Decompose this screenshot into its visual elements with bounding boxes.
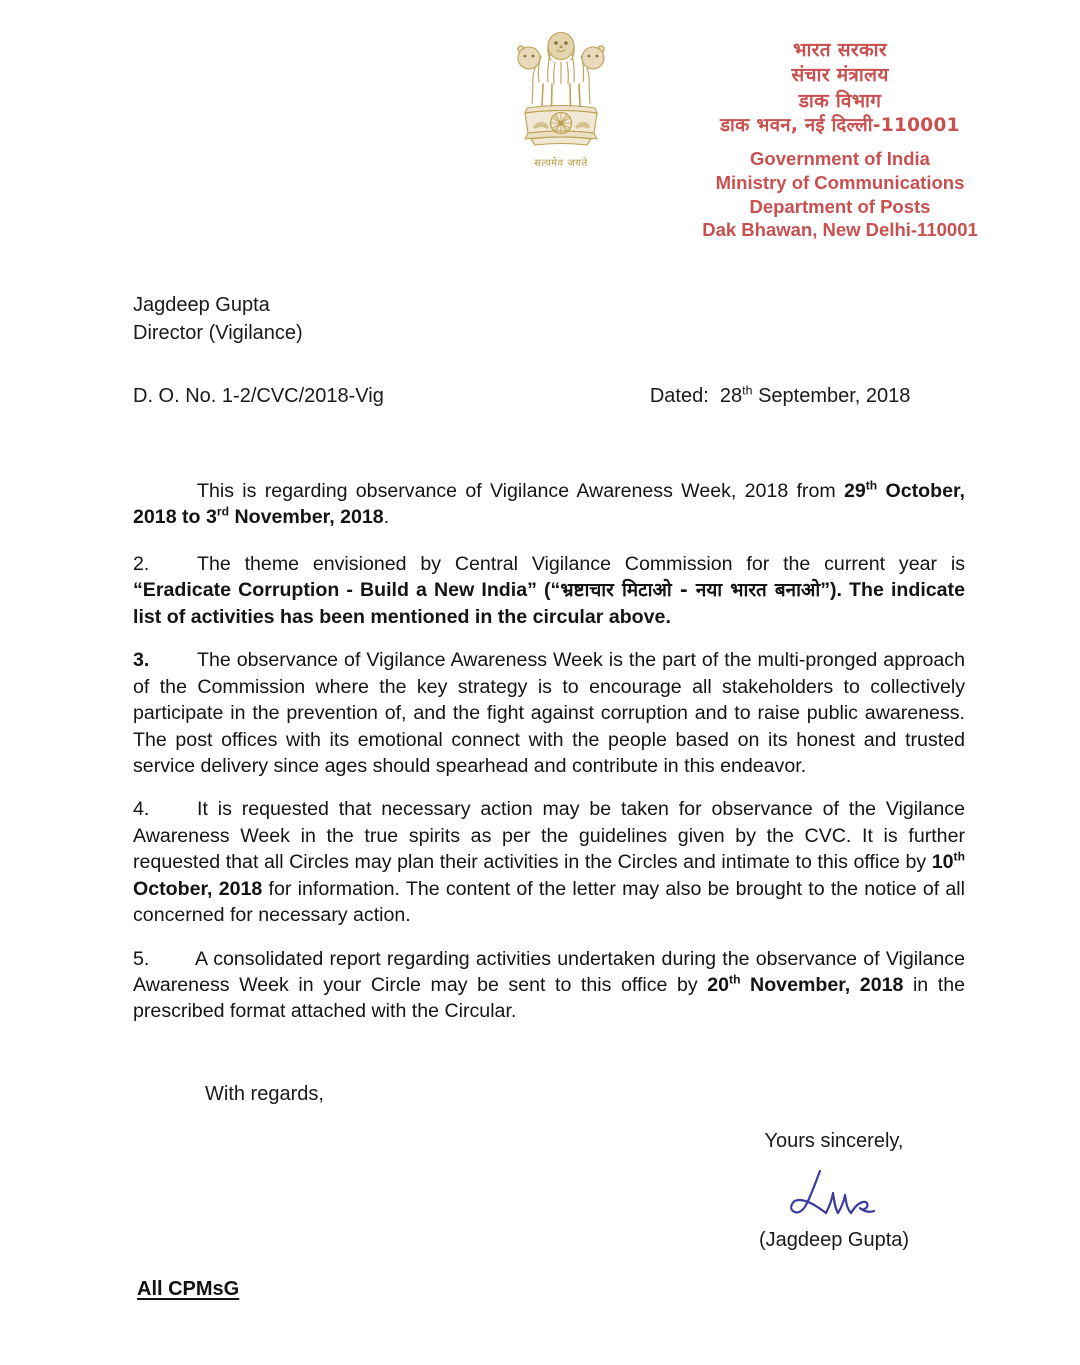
emblem-motto: सत्यमेव जयते — [534, 158, 588, 169]
signed-name: (Jagdeep Gupta) — [758, 1229, 910, 1251]
p4-bold-rest: October, 2018 — [133, 877, 263, 900]
p1-bold-day1: 29 — [843, 480, 866, 502]
organisation-block — [660, 38, 1020, 242]
p2-text: The theme envisioned by Central Vigilance Commission for the current year is — [197, 552, 965, 575]
org-hindi-line1: भारत सरकार — [793, 39, 887, 61]
with-regards: With regards, — [205, 1083, 324, 1105]
p3-text: The observance of Vigilance Awareness Week is the part of the multi-pronged approach of the Commission where the key strategy is to encourage all stakeholders to collectively participate in the prevention of, and the fight against corruption and to raise public awareness. The post offices with its emotional connect with the people based on its honest and trusted service delivery since ages should spearhead and contribute in this endeavor. — [133, 649, 965, 777]
p5-text-1: A consolidated report regarding activities undertaken during the observance of Vigilance Awareness Week in your Circle may be sent to this office by — [133, 947, 965, 996]
state-emblem-of-india-icon — [503, 26, 619, 158]
reference-line — [133, 385, 968, 408]
signature-icon — [774, 1167, 894, 1229]
emblem-block — [486, 26, 636, 169]
org-hindi-line3: डाक विभाग — [798, 89, 882, 112]
org-english-line4: Dak Bhawan, New Delhi-110001 — [702, 219, 978, 241]
do-number: D. O. No. 1-2/CVC/2018-Vig — [133, 385, 384, 407]
p1-ord1: th — [865, 478, 878, 493]
paragraph-3 — [133, 647, 965, 779]
date-block — [650, 385, 911, 408]
p5-number: 5. — [133, 947, 150, 970]
p2-tail: The indicate list of activities has been mentioned in the circular above. — [133, 579, 965, 628]
p4-ordinal: th — [953, 849, 965, 864]
p2-theme-open: “Eradicate Corruption - Build a New India” (“ — [133, 579, 561, 602]
p1-ord2: rd — [216, 504, 230, 519]
p5-ordinal: th — [729, 972, 741, 987]
p4-bold-day: 10 — [931, 851, 954, 874]
p5-bold-day: 20 — [707, 974, 730, 996]
date-day: 28 — [719, 385, 743, 407]
p1-bold-end: November, 2018 — [229, 506, 384, 529]
paragraph-4 — [133, 796, 965, 928]
date-label: Dated: — [649, 385, 709, 407]
sender-designation: Director (Vigilance) — [133, 322, 303, 345]
p2-theme-close: ”). — [820, 579, 842, 602]
org-hindi-line4: डाक भवन, नई दिल्ली-110001 — [720, 114, 960, 136]
p1-tail: . — [383, 506, 390, 529]
p5-bold-rest: November, 2018 — [740, 974, 904, 996]
date-ordinal: th — [742, 383, 753, 398]
letter-body — [133, 478, 965, 1042]
paragraph-1 — [133, 478, 965, 531]
paragraph-2 — [133, 551, 965, 630]
p5-text-2: in the prescribed format attached with the Circular. — [133, 974, 965, 1023]
org-hindi-line2: संचार मंत्रालय — [791, 64, 889, 87]
letterhead — [0, 26, 1080, 256]
org-english-line1: Government of India — [750, 148, 930, 170]
p2-number: 2. — [133, 552, 150, 575]
signoff-block — [700, 1130, 968, 1252]
yours-sincerely: Yours sincerely, — [764, 1130, 904, 1152]
p4-number: 4. — [133, 798, 150, 821]
p1-text: This is regarding observance of Vigilance Awareness Week, 2018 from — [197, 480, 844, 502]
p4-text-1: It is requested that necessary action may be taken for observance of the Vigilance Awareness Week in the true spirits as per the guidelines given by the CVC. It is further requested that all Circles may plan their activities in the Circles and intimate to this office by — [133, 798, 965, 874]
p4-text-2: for information. The content of the letter may also be brought to the notice of all concerned for necessary action. — [133, 877, 965, 927]
sender-block — [133, 291, 303, 348]
p1-bold-mid: October, 2018 to 3 — [133, 480, 965, 529]
sender-name: Jagdeep Gupta — [133, 294, 270, 316]
paragraph-5 — [133, 946, 965, 1025]
org-english-line3: Department of Posts — [749, 195, 931, 217]
org-english-line2: Ministry of Communications — [715, 172, 965, 194]
footer-addressee: All CPMsG — [137, 1278, 240, 1300]
p2-theme-hindi: भ्रष्टाचार मिटाओ - नया भारत बनाओ — [560, 580, 821, 602]
p3-number: 3. — [133, 649, 150, 672]
date-rest: September, 2018 — [752, 385, 911, 407]
